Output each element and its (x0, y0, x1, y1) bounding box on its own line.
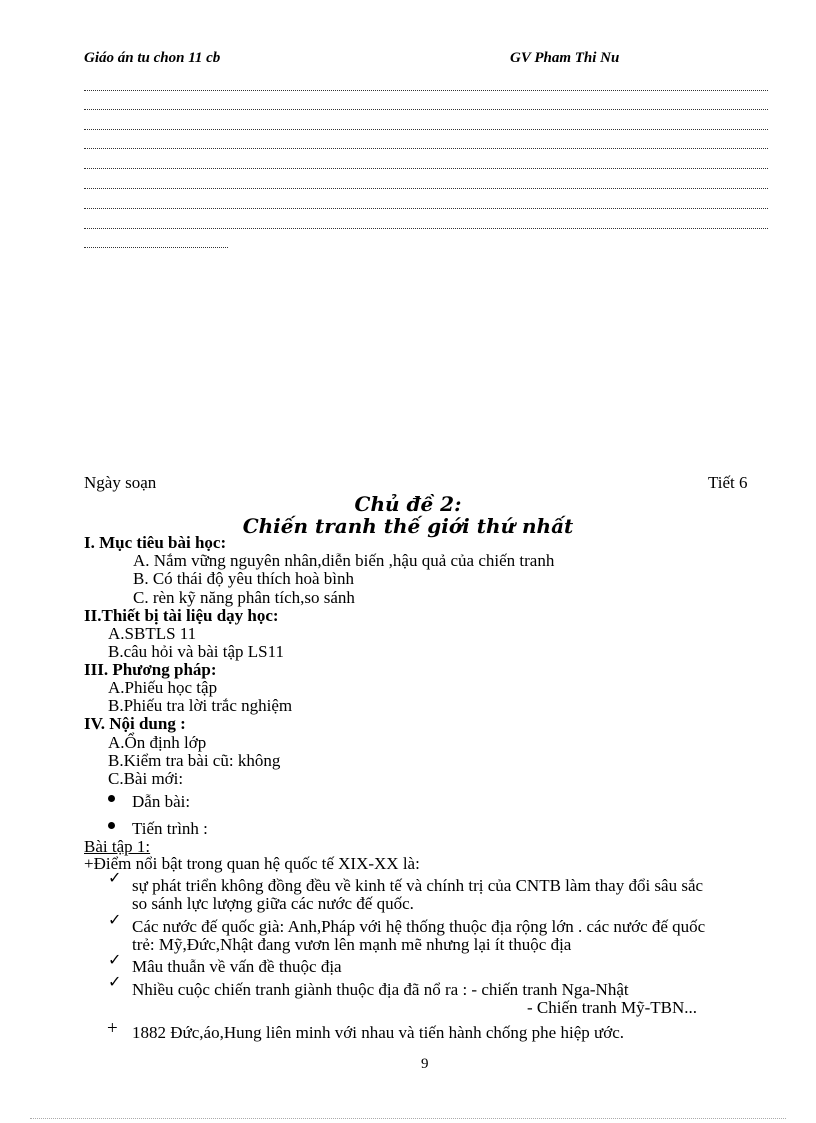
bullet-icon (108, 795, 115, 802)
check-icon: ✓ (108, 974, 122, 991)
footer-divider (30, 1118, 786, 1119)
dotted-line (84, 188, 768, 189)
check-item-line: so sánh lực lượng giữa các nước đế quốc. (132, 894, 414, 913)
list-item: A. Nắm vững nguyên nhân,diễn biến ,hậu quả của chiến tranh (133, 551, 555, 570)
list-item: B.Kiểm tra bài cũ: không (108, 751, 281, 770)
ngay-soan: Ngày soạn (84, 473, 157, 492)
dotted-line (84, 109, 768, 110)
check-item-line: - Chiến tranh Mỹ-TBN... (527, 998, 697, 1017)
check-item-line: Mâu thuẫn về vấn đề thuộc địa (132, 957, 342, 976)
check-item-line: Nhiều cuộc chiến tranh giành thuộc địa đã nổ ra : - chiến tranh Nga-Nhật (132, 980, 629, 999)
list-item: B.câu hỏi và bài tập LS11 (108, 642, 284, 661)
plus-icon: + (107, 1018, 118, 1039)
list-item: A.SBTLS 11 (108, 624, 197, 643)
page-title: Chủ đề 2: (354, 492, 462, 516)
dotted-line (84, 90, 768, 91)
check-item-line: trẻ: Mỹ,Đức,Nhật đang vươn lên mạnh mẽ nhưng lại ít thuộc địa (132, 935, 572, 954)
section-heading: IV. Nội dung : (84, 714, 186, 733)
page-subtitle: Chiến tranh thế giới thứ nhất (242, 514, 574, 538)
exercise-label: Bài tập 1: (84, 837, 151, 856)
check-item-line: Các nước đế quốc già: Anh,Pháp với hệ thống thuộc địa rộng lớn . các nước đế quốc (132, 917, 706, 936)
list-item: C.Bài mới: (108, 769, 184, 788)
list-item: A.Phiếu học tập (108, 678, 218, 697)
dotted-line (84, 228, 768, 229)
check-icon: ✓ (108, 870, 122, 887)
tiet-label: Tiết 6 (708, 473, 748, 492)
section-heading: I. Mục tiêu bài học: (84, 533, 227, 552)
check-item-line: sự phát triển không đồng đều về kinh tế và chính trị của CNTB làm thay đổi sâu sắc (132, 876, 704, 895)
check-icon: ✓ (108, 912, 122, 929)
list-item: B.Phiếu tra lời trắc nghiệm (108, 696, 293, 715)
list-item: C. rèn kỹ năng phân tích,so sánh (133, 588, 355, 607)
dotted-line (84, 148, 768, 149)
header-right: GV Pham Thi Nu (510, 50, 620, 66)
list-item: B. Có thái độ yêu thích hoà bình (133, 569, 354, 588)
header-left: Giáo án tu chon 11 cb (84, 50, 221, 66)
bullet-icon (108, 822, 115, 829)
page-number: 9 (421, 1056, 429, 1072)
dotted-line (84, 129, 768, 130)
list-item: A.Ổn định lớp (108, 733, 207, 752)
dotted-line (84, 247, 228, 248)
dotted-line (84, 168, 768, 169)
exercise-intro: +Điểm nổi bật trong quan hệ quốc tế XIX-XX là: (84, 854, 420, 873)
section-heading: III. Phương pháp: (84, 660, 217, 679)
bullet-item: Dẫn bài: (132, 792, 191, 811)
plus-item: 1882 Đức,áo,Hung liên minh với nhau và tiến hành chống phe hiệp ước. (132, 1023, 624, 1042)
bullet-item: Tiến trình : (132, 819, 208, 838)
dotted-line (84, 208, 768, 209)
check-icon: ✓ (108, 952, 122, 969)
section-heading: II.Thiết bị tài liệu dạy học: (84, 606, 279, 625)
